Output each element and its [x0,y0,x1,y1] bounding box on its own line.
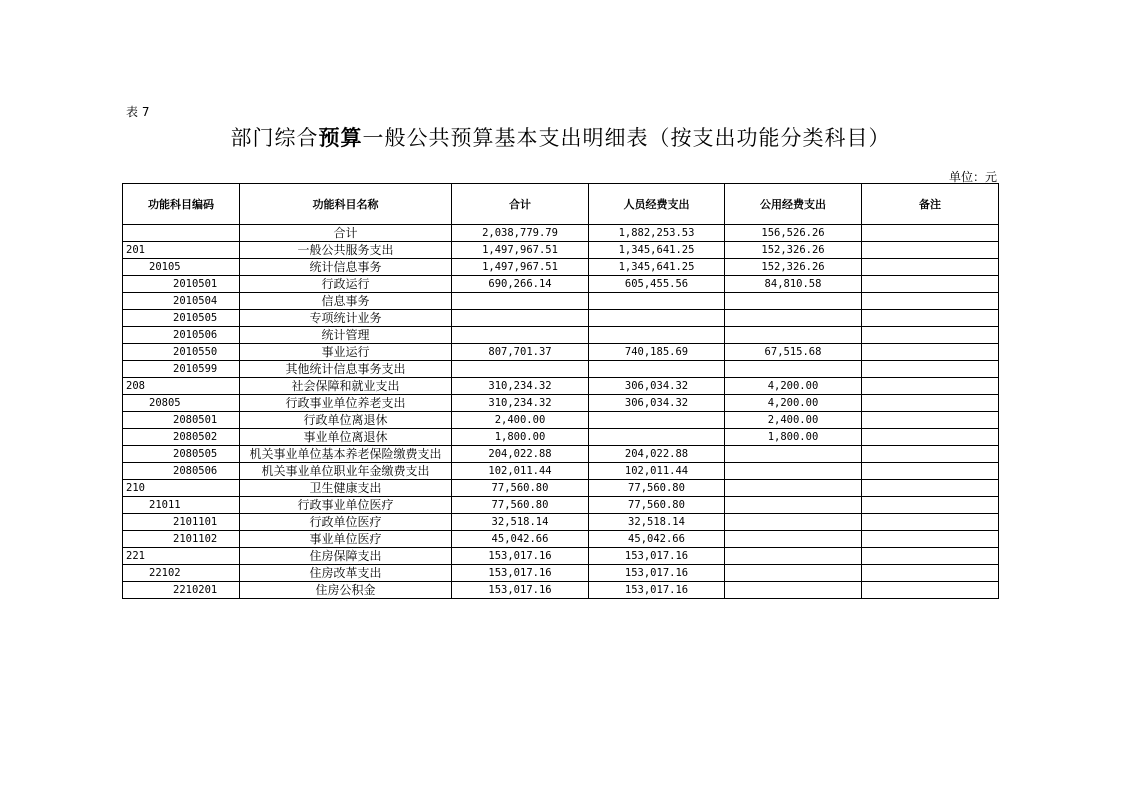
table-row [123,361,999,378]
cell-code: 2210201 [123,582,240,599]
cell-name: 卫生健康支出 [240,480,452,497]
cell-note [862,565,999,582]
cell-personnel: 77,560.80 [589,497,725,514]
cell-code: 208 [123,378,240,395]
cell-personnel [589,412,725,429]
unit-label: 单位：元 [948,170,997,184]
cell-note [862,293,999,310]
cell-total: 153,017.16 [452,582,589,599]
cell-note [862,276,999,293]
cell-code: 20805 [123,395,240,412]
cell-total: 2,038,779.79 [452,225,589,242]
cell-note [862,378,999,395]
cell-personnel: 32,518.14 [589,514,725,531]
cell-note [862,582,999,599]
table-row [123,310,999,327]
table-row [123,327,999,344]
cell-public [725,582,862,599]
table-row [123,242,999,259]
cell-code: 22102 [123,565,240,582]
table-row [123,344,999,361]
table-row [123,497,999,514]
cell-note [862,412,999,429]
cell-note [862,327,999,344]
cell-public [725,463,862,480]
header-note: 备注 [862,184,999,225]
cell-total: 807,701.37 [452,344,589,361]
cell-total: 32,518.14 [452,514,589,531]
cell-personnel [589,327,725,344]
cell-personnel [589,361,725,378]
cell-total [452,310,589,327]
cell-total [452,327,589,344]
cell-public: 152,326.26 [725,242,862,259]
cell-code: 210 [123,480,240,497]
cell-note [862,514,999,531]
cell-note [862,531,999,548]
cell-name: 信息事务 [240,293,452,310]
cell-personnel: 306,034.32 [589,395,725,412]
table-row [123,378,999,395]
cell-personnel: 605,455.56 [589,276,725,293]
cell-note [862,242,999,259]
cell-code: 2080502 [123,429,240,446]
cell-total: 310,234.32 [452,378,589,395]
cell-public: 1,800.00 [725,429,862,446]
cell-public: 4,200.00 [725,378,862,395]
cell-name: 机关事业单位基本养老保险缴费支出 [240,446,452,463]
table-row [123,548,999,565]
cell-total: 1,497,967.51 [452,242,589,259]
cell-personnel: 153,017.16 [589,582,725,599]
cell-total: 1,497,967.51 [452,259,589,276]
cell-note [862,361,999,378]
cell-public: 152,326.26 [725,259,862,276]
cell-personnel: 77,560.80 [589,480,725,497]
cell-public [725,327,862,344]
cell-name: 专项统计业务 [240,310,452,327]
cell-public: 67,515.68 [725,344,862,361]
table-row [123,446,999,463]
table-row [123,412,999,429]
cell-name: 行政事业单位医疗 [240,497,452,514]
cell-personnel: 153,017.16 [589,548,725,565]
cell-code: 221 [123,548,240,565]
cell-public [725,310,862,327]
cell-name: 住房改革支出 [240,565,452,582]
cell-name: 社会保障和就业支出 [240,378,452,395]
cell-name: 事业单位离退休 [240,429,452,446]
cell-note [862,480,999,497]
cell-public [725,548,862,565]
cell-total: 102,011.44 [452,463,589,480]
table-row [123,531,999,548]
cell-code: 2101102 [123,531,240,548]
cell-note [862,395,999,412]
cell-name: 行政运行 [240,276,452,293]
table-row [123,565,999,582]
cell-public [725,361,862,378]
table-row [123,259,999,276]
cell-total: 1,800.00 [452,429,589,446]
cell-total: 690,266.14 [452,276,589,293]
table-row [123,276,999,293]
cell-name: 统计信息事务 [240,259,452,276]
cell-personnel [589,310,725,327]
cell-public: 156,526.26 [725,225,862,242]
cell-total [452,293,589,310]
cell-note [862,548,999,565]
header-personnel: 人员经费支出 [589,184,725,225]
cell-personnel: 45,042.66 [589,531,725,548]
cell-total [452,361,589,378]
cell-note [862,259,999,276]
cell-note [862,310,999,327]
cell-total: 204,022.88 [452,446,589,463]
table-row [123,225,999,242]
cell-note [862,497,999,514]
cell-code: 201 [123,242,240,259]
cell-name: 行政事业单位养老支出 [240,395,452,412]
cell-personnel: 306,034.32 [589,378,725,395]
cell-total: 310,234.32 [452,395,589,412]
cell-personnel: 102,011.44 [589,463,725,480]
cell-code: 21011 [123,497,240,514]
cell-personnel: 204,022.88 [589,446,725,463]
cell-total: 45,042.66 [452,531,589,548]
table-row [123,429,999,446]
cell-note [862,463,999,480]
table-row [123,463,999,480]
cell-name: 一般公共服务支出 [240,242,452,259]
cell-total: 153,017.16 [452,565,589,582]
cell-name: 住房公积金 [240,582,452,599]
cell-note [862,429,999,446]
cell-personnel: 1,345,641.25 [589,242,725,259]
cell-name: 其他统计信息事务支出 [240,361,452,378]
cell-public [725,497,862,514]
cell-code [123,225,240,242]
cell-public [725,514,862,531]
cell-personnel: 740,185.69 [589,344,725,361]
cell-code: 20105 [123,259,240,276]
header-name: 功能科目名称 [240,184,452,225]
table-row [123,395,999,412]
title-bold-part: 预算 [318,125,363,150]
cell-public: 84,810.58 [725,276,862,293]
cell-name: 合计 [240,225,452,242]
cell-total: 77,560.80 [452,480,589,497]
header-code: 功能科目编码 [123,184,240,225]
cell-name: 行政单位离退休 [240,412,452,429]
cell-name: 统计管理 [240,327,452,344]
cell-code: 2101101 [123,514,240,531]
cell-code: 2010506 [123,327,240,344]
cell-name: 住房保障支出 [240,548,452,565]
cell-code: 2080501 [123,412,240,429]
cell-code: 2010550 [123,344,240,361]
cell-code: 2080506 [123,463,240,480]
expenditure-table [122,183,999,599]
cell-name: 事业单位医疗 [240,531,452,548]
cell-total: 77,560.80 [452,497,589,514]
cell-personnel [589,293,725,310]
cell-public [725,446,862,463]
cell-public [725,565,862,582]
cell-code: 2010599 [123,361,240,378]
table-number: 表 7 [126,105,150,119]
table-row [123,480,999,497]
cell-personnel: 1,882,253.53 [589,225,725,242]
header-total: 合计 [452,184,589,225]
cell-code: 2010505 [123,310,240,327]
table-header-row [123,184,999,225]
table-row [123,582,999,599]
table-row [123,514,999,531]
cell-code: 2010504 [123,293,240,310]
title-part-1: 部门综合 [230,126,319,150]
cell-public [725,293,862,310]
cell-code: 2080505 [123,446,240,463]
table-row [123,293,999,310]
cell-name: 机关事业单位职业年金缴费支出 [240,463,452,480]
cell-total: 2,400.00 [452,412,589,429]
header-public: 公用经费支出 [725,184,862,225]
cell-total: 153,017.16 [452,548,589,565]
cell-public [725,480,862,497]
cell-public: 4,200.00 [725,395,862,412]
cell-personnel [589,429,725,446]
cell-code: 2010501 [123,276,240,293]
title-part-2: 一般公共预算基本支出明细表（按支出功能分类科目） [362,126,891,150]
cell-personnel: 1,345,641.25 [589,259,725,276]
cell-name: 行政单位医疗 [240,514,452,531]
cell-personnel: 153,017.16 [589,565,725,582]
cell-note [862,225,999,242]
cell-name: 事业运行 [240,344,452,361]
cell-public: 2,400.00 [725,412,862,429]
document-title [0,122,1121,152]
cell-public [725,531,862,548]
cell-note [862,344,999,361]
cell-note [862,446,999,463]
